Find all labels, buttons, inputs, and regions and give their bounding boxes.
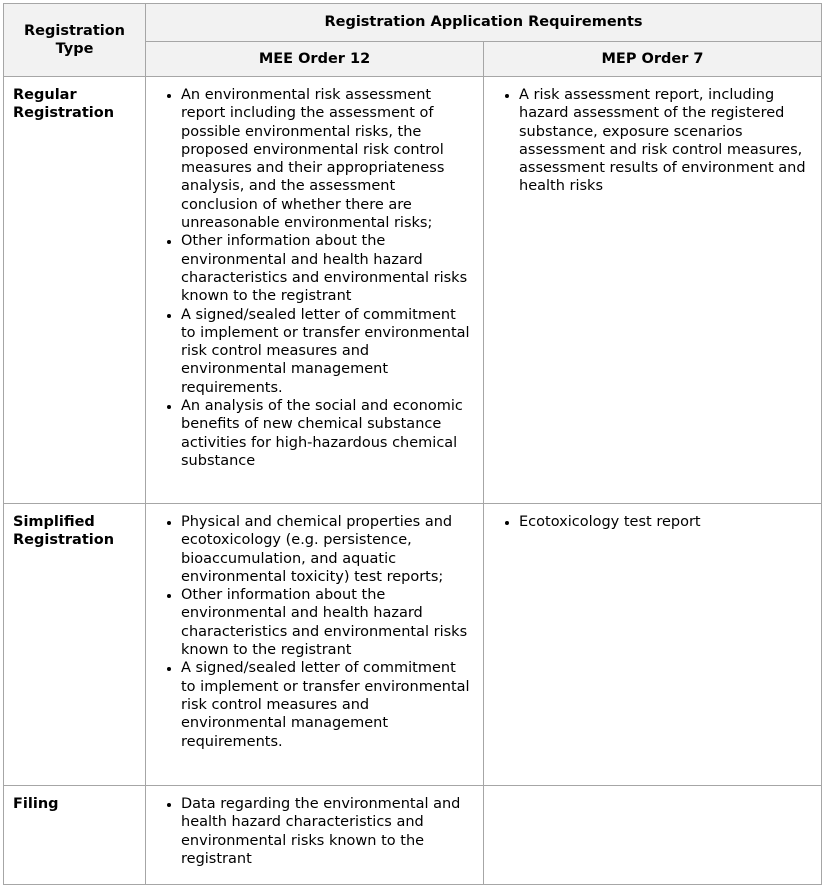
mee-cell [146, 504, 484, 786]
mee-cell [146, 786, 484, 885]
mep-cell [484, 786, 822, 885]
table-row [4, 77, 822, 504]
header-mee-order-12: MEE Order 12 [146, 42, 484, 77]
row-label: Regular Registration [4, 77, 146, 504]
table-row [4, 504, 822, 786]
list-item: • Ecotoxicology test report [519, 513, 812, 531]
row-label: Simplified Registration [4, 504, 146, 786]
mee-list [147, 787, 482, 868]
table-row [4, 786, 822, 885]
list-item: • An environmental risk assessment report including the assessment of possible environmental risks, the proposed environmental risk control measures and their appropriateness analysis, and the assessment conclusion of whether there are unreasonable environmental risks; [181, 86, 474, 232]
list-item: • Physical and chemical properties and ecotoxicology (e.g. persistence, bioaccumulation, and aquatic environmental toxicity) test reports; [181, 513, 474, 586]
list-item: • Other information about the environmental and health hazard characteristics and environmental risks known to the registrant [181, 586, 474, 659]
mee-list [147, 78, 482, 470]
list-item: • A signed/sealed letter of commitment to implement or transfer environmental risk control measures and environmental management requirements. [181, 659, 474, 750]
registration-requirements-table [3, 3, 822, 885]
header-registration-type: Registration Type [4, 4, 146, 77]
mep-list [485, 78, 820, 196]
list-item: • Data regarding the environmental and health hazard characteristics and environmental risks known to the registrant [181, 795, 474, 868]
list-item: • A signed/sealed letter of commitment to implement or transfer environmental risk control measures and environmental management requirements. [181, 306, 474, 397]
list-item: • Other information about the environmental and health hazard characteristics and environmental risks known to the registrant [181, 232, 474, 305]
header-requirements: Registration Application Requirements [146, 4, 822, 42]
mep-list [485, 505, 820, 531]
mep-cell [484, 504, 822, 786]
mep-cell [484, 77, 822, 504]
row-label: Filing [4, 786, 146, 885]
list-item: • An analysis of the social and economic benefits of new chemical substance activities for high-hazardous chemical substance [181, 397, 474, 470]
mee-list [147, 505, 482, 751]
list-item: • A risk assessment report, including hazard assessment of the registered substance, exposure scenarios assessment and risk control measures, assessment results of environment and health risks [519, 86, 812, 196]
mee-cell [146, 77, 484, 504]
header-mep-order-7: MEP Order 7 [484, 42, 822, 77]
